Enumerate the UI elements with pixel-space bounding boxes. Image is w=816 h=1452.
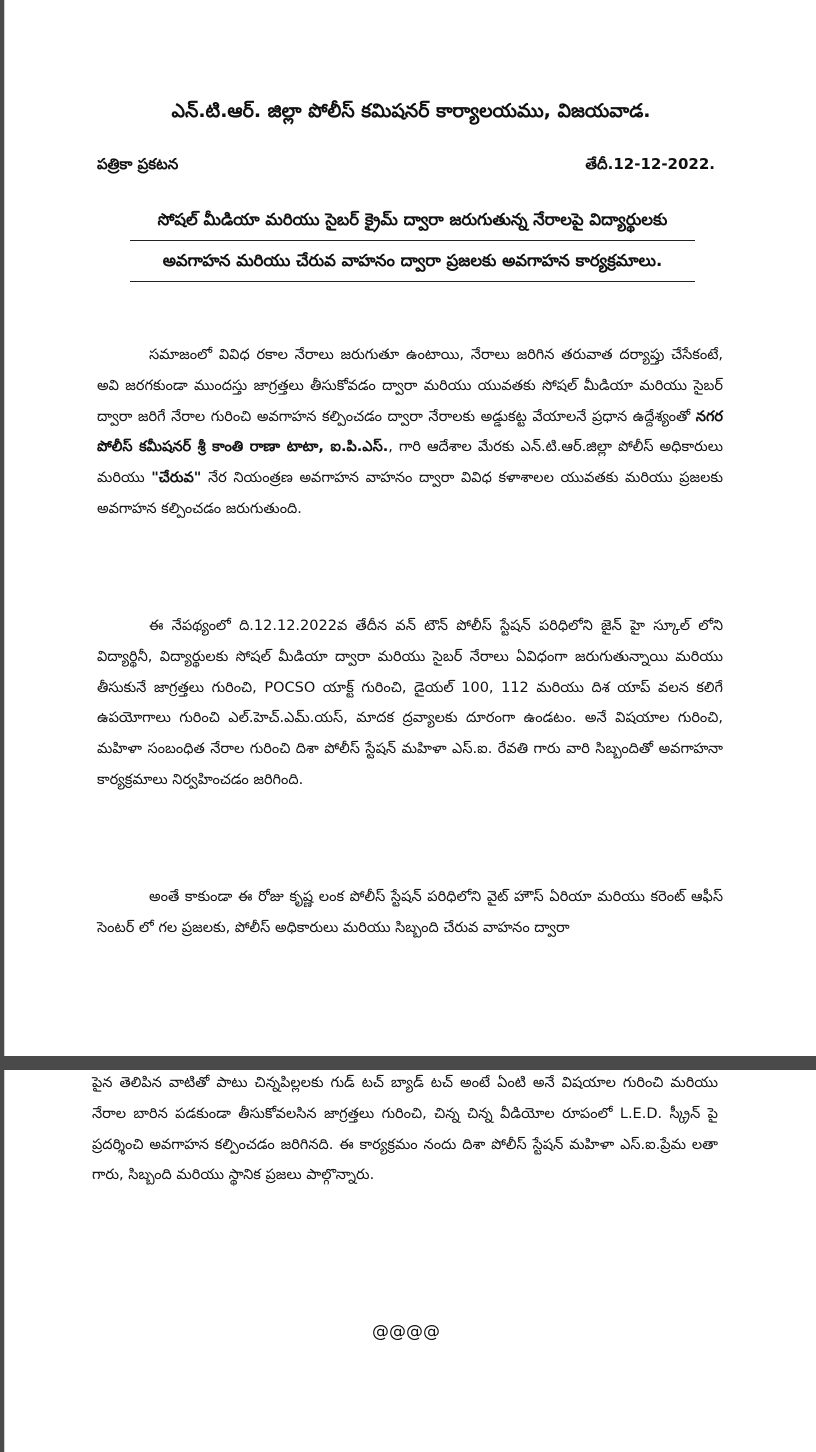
subject-line-1: సోషల్ మీడియా మరియు సైబర్ క్రైమ్ ద్వారా జరుగుతున్న నేరాలపై విద్యార్థులకు bbox=[130, 200, 695, 241]
press-release-label: పత్రికా ప్రకటన bbox=[97, 155, 179, 173]
commissioner-name: నగర పోలీస్ కమీషనర్ శ్రీ కాంతి రాణా టాటా, ఐ.పి.ఎస్. bbox=[97, 408, 723, 456]
closing-mark: @@@@ bbox=[372, 1322, 440, 1342]
subject-line-2: అవగాహన మరియు చేరువ వాహనం ద్వారా ప్రజలకు అవగాహన కార్యక్రమాలు. bbox=[130, 241, 695, 282]
office-heading: ఎన్.టి.ఆర్. జిల్లా పోలీస్ కమిషనర్ కార్యాలయము, విజయవాడ. bbox=[171, 100, 651, 122]
paragraph-3-text: అంతే కాకుండా ఈ రోజు కృష్ణ లంక పోలీస్ స్టేషన్ పరిధిలోని వైట్ హౌస్ ఏరియా మరియు కరెంట్ ఆఫీస్ సెంటర్ లో గల ప్రజలకు, పోలీస్ అధికారులు మరియు సిబ్బంది చేరువ వాహనం ద్వారా bbox=[97, 889, 723, 936]
cheruva-quote: "చేరువ" bbox=[151, 470, 202, 487]
paragraph-2-text: ఈ నేపథ్యంలో ది.12.12.2022వ తేదీన వన్ టౌన్ పోలీస్ స్టేషన్ పరిధిలోని జైన్ హై స్కూల్ లోని విద్యార్థినీ, విద్యార్థులకు సోషల్ మీడియా ద్వారా మరియు సైబర్ నేరాలు ఏవిధంగా జరుగుతున్నాయి మరియు తీసుకునే జాగ్రత్తలు గురించి, POCSO యాక్ట్ గురించి, డైయల్ 100, 112 మరియు దిశ యాప్ వలన కలిగే ఉపయోగాలు గురించి ఎల్.హెచ్.ఎమ్.యస్, మాదక ద్రవ్యాలకు దూరంగా ఉండటం. అనే విషయాల గురించి, మహిళా సంబంధిత నేరాల గురించి దిశా పోలీస్ స్టేషన్ మహిళా ఎస్.ఐ. రేవతి గారు వారి సిబ్బందితో అవగాహనా కార్యక్రమాలు నిర్వహించడం జరిగింది. bbox=[97, 618, 723, 788]
paragraph-2 bbox=[97, 611, 723, 796]
paragraph-4-text: పైన తెలిపిన వాటితో పాటు చిన్నపిల్లలకు గుడ్ టచ్ బ్యాడ్ టచ్ అంటే ఏంటి అనే విషయాల గురించి మరియు నేరాల బారిన పడకుండా తీసుకోవలసిన జాగ్రత్తలు గురించి, చిన్న చిన్న వీడియోల రూపంలో L.E.D. స్క్రీన్ పై ప్రదర్శించి అవగాహన కల్పించడం జరిగినది. ఈ కార్యక్రమం నందు దిశా పోలీస్ స్టేషన్ మహిళా ఎస్.ఐ.ప్రేమ లతా గారు, సిబ్బంది మరియు స్థానిక ప్రజలు పాల్గొన్నారు. bbox=[92, 1075, 718, 1184]
paragraph-1-text-a: సమాజంలో వివిధ రకాల నేరాలు జరుగుతూ ఉంటాయి, నేరాలు జరిగిన తరువాత దర్యాప్తు చేసేకంటే, అవి జరగకుండా ముందస్తు జాగ్రత్తలు తీసుకోవడం ద్వారా మరియు యువతకు సోషల్ మీడియా మరియు సైబర్ ద్వారా జరిగే నేరాల గురించి అవగాహన కల్పించడం ద్వారా నేరాలకు అడ్డుకట్ట వేయాలనే ప్రధాన ఉద్దేశ్యంతో bbox=[97, 347, 723, 425]
paragraph-3 bbox=[97, 882, 723, 944]
paragraph-1-text-c: నేర నియంత్రణ అవగాహన వాహనం ద్వారా వివిధ కళాశాలల యువతకు మరియు ప్రజలకు అవగాహన కల్పించడం జరుగుతుంది. bbox=[97, 470, 723, 517]
subject-heading bbox=[130, 200, 695, 282]
paragraph-1-text-b: , గారి ఆదేశాల మేరకు ఎన్.టి.ఆర్.జిల్లా పోలీస్ అధికారులు మరియు bbox=[97, 439, 723, 487]
paragraph-1 bbox=[97, 340, 723, 525]
paragraph-4 bbox=[92, 1068, 718, 1191]
release-date: తేదీ.12-12-2022. bbox=[585, 155, 715, 173]
document-page-1 bbox=[4, 0, 816, 1056]
